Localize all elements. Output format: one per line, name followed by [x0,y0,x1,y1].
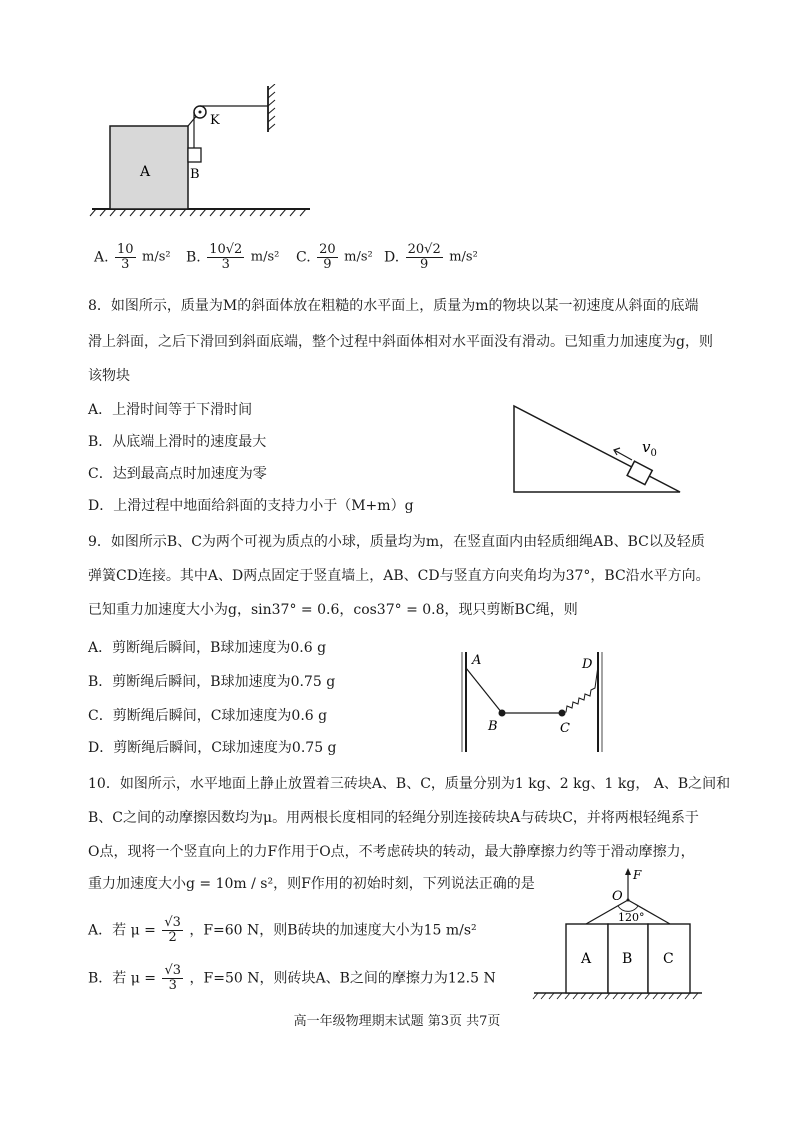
q9-figure [458,650,608,755]
q8-option-a: A．上滑时间等于下滑时间 [88,402,253,418]
q10-text-line-3: O点，现将一个竖直向上的力F作用于O点，不考虑砖块的转动，最大静摩擦力约等于滑动摩擦力， [88,844,695,860]
block-b [188,148,201,162]
svg-text:C: C [560,721,570,736]
q7-figure [88,84,318,219]
svg-text:A: A [581,951,592,967]
v0-label: $v_0$ [642,438,657,459]
spring-cd [562,666,598,713]
q9-text-line-3: 已知重力加速度大小为g，sin37° = 0.6，cos37° = 0.8，现只剪断BC绳，则 [88,602,578,618]
q8-option-d: D．上滑过程中地面给斜面的支持力小于（M+m）g [88,498,414,514]
q10-option-a: A．若 μ = $\frac{√3}{2}$ ，F=60 N，则B砖块的加速度大小为15 m/s² [88,915,477,945]
q10-figure [532,866,707,1001]
block-m [627,461,652,484]
ball-b [499,710,506,717]
q7-option-c: C. $\frac{20}{9}$ m/s² [296,242,373,272]
svg-text:B: B [622,951,633,967]
q10-option-b: B．若 μ = $\frac{√3}{3}$ ，F=50 N，则砖块A、B之间的摩擦力为12.5 N [88,963,496,993]
page-footer: 高一年级物理期末试题 第3页 共7页 [293,1014,501,1029]
label-a: A [140,164,151,180]
svg-text:C: C [663,951,674,967]
svg-text:O: O [612,889,623,904]
label-k: K [210,113,220,128]
ball-c [559,710,566,717]
svg-text:F: F [633,868,642,882]
q8-option-b: B．从底端上滑时的速度最大 [88,434,267,450]
q9-text-line-2: 弹簧CD连接。其中A、D两点固定于竖直墙上，AB、CD与竖直方向夹角均为37°，BC沿水平方向。 [88,568,710,584]
q10-text-line-4: 重力加速度大小g = 10m / s²，则F作用的初始时刻，下列说法正确的是 [88,876,535,892]
svg-text:A: A [472,653,482,668]
svg-text:120°: 120° [618,911,645,924]
svg-text:D: D [582,657,593,672]
q8-figure-incline [510,402,690,497]
q8-text-line-3: 该物块 [88,368,130,384]
label-b: B [190,167,200,182]
q7-option-d: D. $\frac{20√2}{9}$ m/s² [384,242,478,272]
q7-option-a: A. $\frac{10}{3}$ m/s² [94,242,171,272]
q9-option-b: B．剪断绳后瞬间，B球加速度为0.75 g [88,674,336,690]
q8-option-c: C．达到最高点时加速度为零 [88,466,267,482]
q9-option-a: A．剪断绳后瞬间，B球加速度为0.6 g [88,640,327,656]
q8-text-line-2: 滑上斜面，之后下滑回到斜面底端，整个过程中斜面体相对水平面没有滑动。已知重力加速度为g，则 [88,334,713,350]
q9-option-c: C．剪断绳后瞬间，C球加速度为0.6 g [88,708,328,724]
q9-option-d: D．剪断绳后瞬间，C球加速度为0.75 g [88,740,337,756]
q10-text-line-1: 10．如图所示，水平地面上静止放置着三砖块A、B、C，质量分别为1 kg、2 kg、1 kg， A、B之间和 [88,776,731,792]
q9-text-line-1: 9．如图所示B、C为两个可视为质点的小球，质量均为m，在竖直面内由轻质细绳AB、BC以及轻质 [88,534,705,550]
q10-text-line-2: B、C之间的动摩擦因数均为μ。用两根长度相同的轻绳分别连接砖块A与砖块C，并将两根轻绳系于 [88,810,699,826]
q8-text-line-1: 8．如图所示，质量为M的斜面体放在粗糙的水平面上，质量为m的物块以某一初速度从斜面的底端 [88,298,699,314]
q7-option-b: B. $\frac{10√2}{3}$ m/s² [186,242,280,272]
svg-text:B: B [488,719,498,734]
